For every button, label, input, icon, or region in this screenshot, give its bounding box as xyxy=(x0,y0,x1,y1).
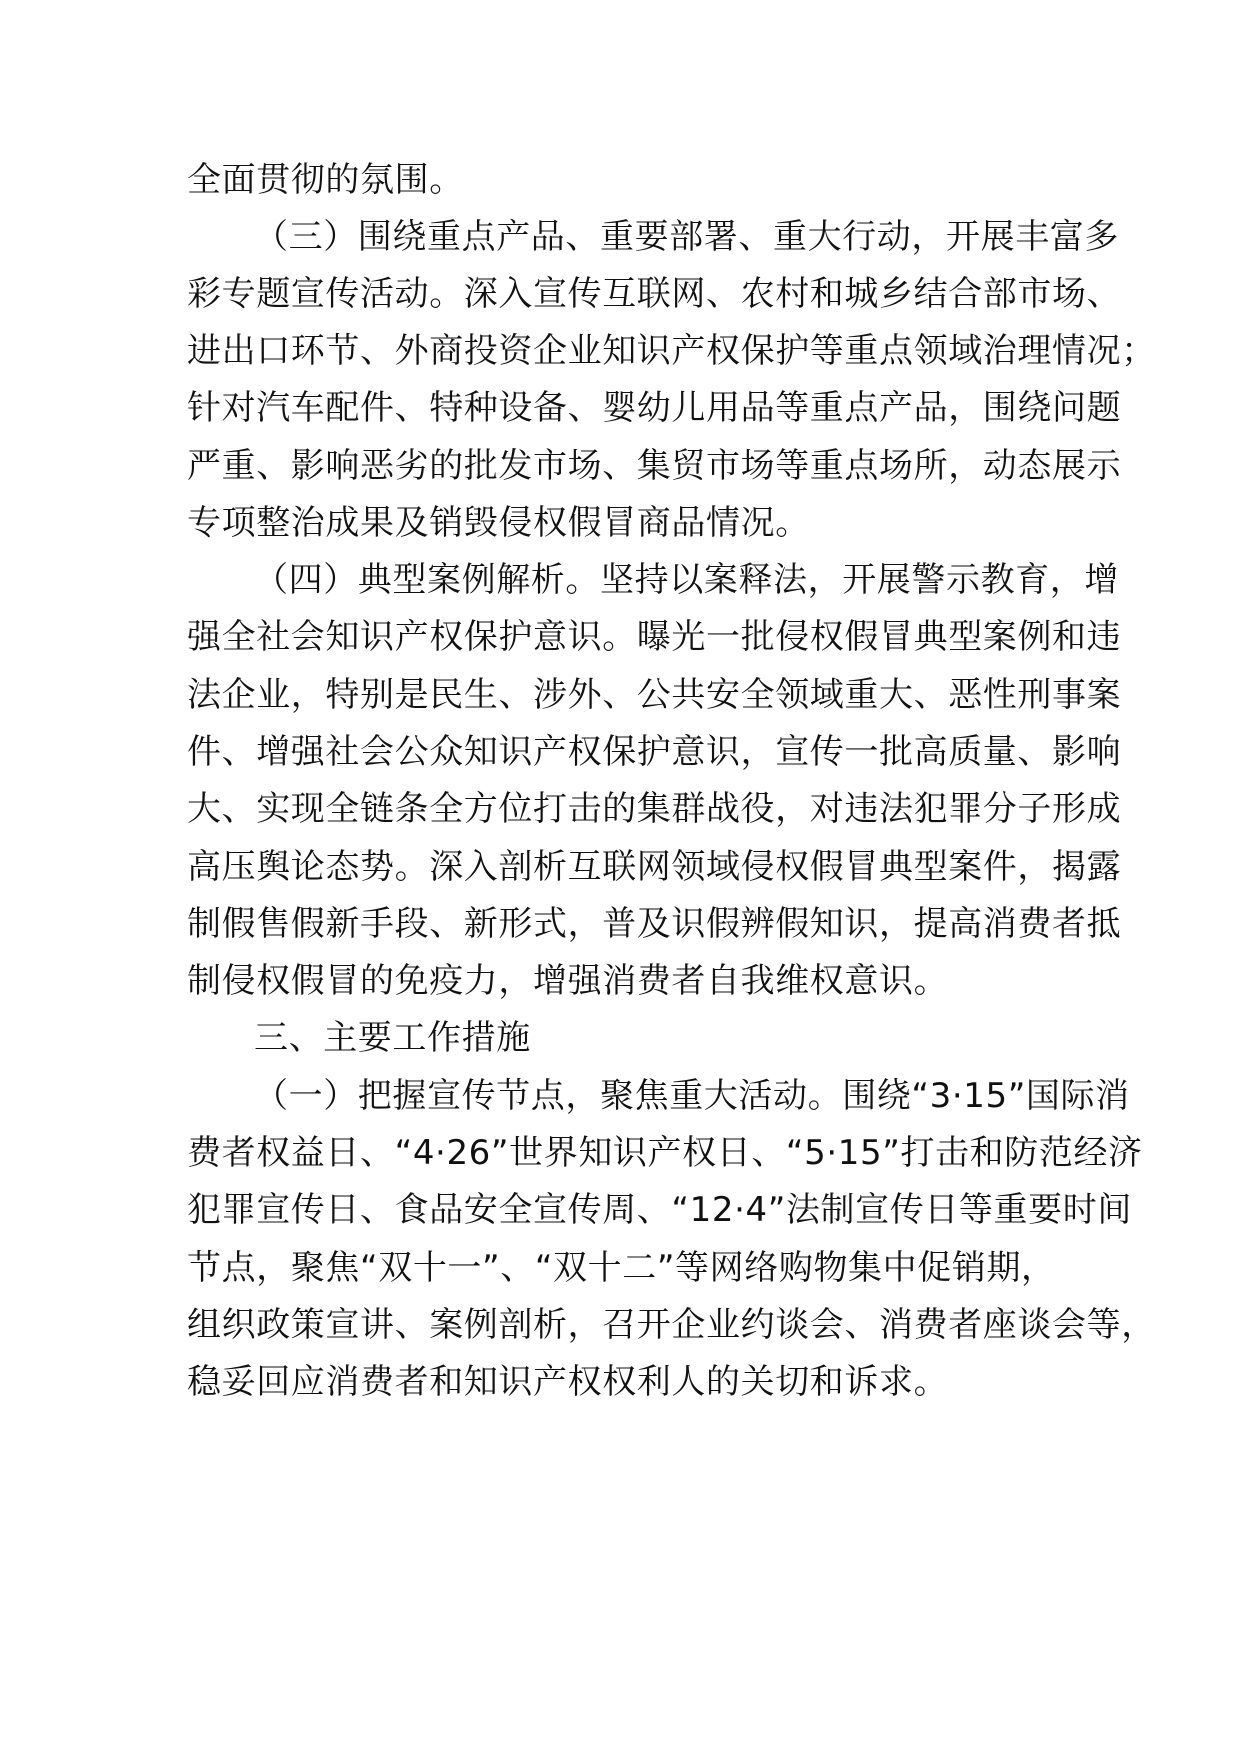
text-line: 制假售假新手段、新形式，普及识假辨假知识，提高消费者抵 xyxy=(187,904,1122,944)
text-line: 进出口环节、外商投资企业知识产权保护等重点领域治理情况； xyxy=(187,331,1156,371)
text-line: 严重、影响恶劣的批发市场、集贸市场等重点场所，动态展示 xyxy=(187,446,1122,486)
text-line: （四）典型案例解析。坚持以案释法，开展警示教育，增 xyxy=(254,560,1119,600)
text-line: 组织政策宣讲、案例剖析，召开企业约谈会、消费者座谈会等， xyxy=(187,1305,1156,1345)
text-line: 大、实现全链条全方位打击的集群战役，对违法犯罪分子形成 xyxy=(187,789,1122,829)
text-line: 专项整治成果及销毁侵权假冒商品情况。 xyxy=(187,503,810,543)
text-line: （一）把握宣传节点，聚焦重大活动。围绕“3·15”国际消 xyxy=(254,1076,1130,1116)
text-line: 制侵权假冒的免疫力，增强消费者自我维权意识。 xyxy=(187,961,949,1001)
text-line: 强全社会知识产权保护意识。曝光一批侵权假冒典型案例和违 xyxy=(187,617,1122,657)
text-line: 稳妥回应消费者和知识产权权利人的关切和诉求。 xyxy=(187,1362,949,1402)
text-line: 法企业，特别是民生、涉外、公共安全领域重大、恶性刑事案 xyxy=(187,675,1122,715)
text-line: 节点，聚焦“双十一”、“双十二”等网络购物集中促销期， xyxy=(187,1248,1056,1288)
text-line: 彩专题宣传活动。深入宣传互联网、农村和城乡结合部市场、 xyxy=(187,274,1122,314)
text-line: （三）围绕重点产品、重要部署、重大行动，开展丰富多 xyxy=(254,217,1119,257)
text-line: 全面贯彻的氛围。 xyxy=(187,160,464,200)
text-line: 针对汽车配件、特种设备、婴幼儿用品等重点产品，围绕问题 xyxy=(187,388,1122,428)
text-line: 高压舆论态势。深入剖析互联网领域侵权假冒典型案件，揭露 xyxy=(187,847,1122,887)
text-line: 犯罪宣传日、食品安全宣传周、“12·4”法制宣传日等重要时间 xyxy=(187,1190,1132,1230)
text-line: 费者权益日、“4·26”世界知识产权日、“5·15”打击和防范经济 xyxy=(187,1133,1143,1173)
section-heading: 三、主要工作措施 xyxy=(254,1018,531,1058)
text-line: 件、增强社会公众知识产权保护意识，宣传一批高质量、影响 xyxy=(187,732,1122,772)
